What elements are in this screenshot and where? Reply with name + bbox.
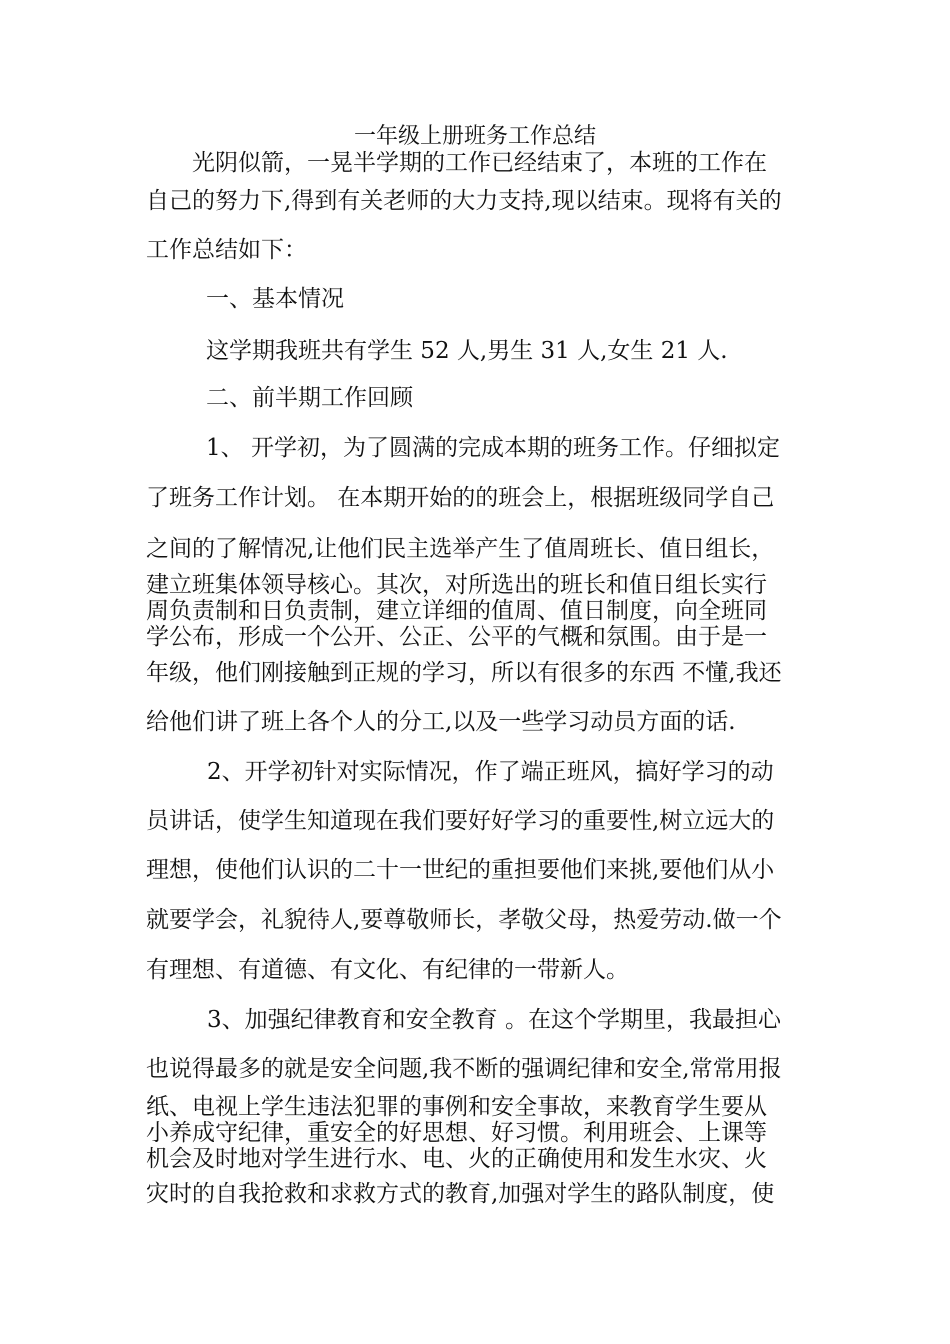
paragraph-line: 周负责制和日负责制，建立详细的值周、值日制度，向全班同 — [146, 598, 767, 624]
paragraph-line: 建立班集体领导核心。其次，对所选出的班长和值日组长实行 — [146, 572, 767, 598]
paragraph-line: 学公布，形成一个公开、公正、公平的气概和氛围。由于是一 — [146, 624, 767, 650]
section-heading: 一、基本情况 — [206, 286, 344, 312]
paragraph-line: 这学期我班共有学生 52 人,男生 31 人,女生 21 人. — [206, 338, 728, 364]
paragraph-line: 之间的了解情况,让他们民主选举产生了值周班长、值日组长， — [146, 536, 775, 562]
paragraph-line: 就要学会，礼貌待人,要尊敬师长，孝敬父母，热爱劳动.做一个 — [146, 907, 782, 933]
paragraph-line: 小养成守纪律，重安全的好思想、好习惯。利用班会、上课等 — [146, 1120, 767, 1146]
paragraph-line: 灾时的自我抢救和求救方式的教育,加强对学生的路队制度，使 — [146, 1181, 775, 1207]
paragraph-line: 有理想、有道德、有文化、有纪律的一带新人。 — [146, 957, 629, 983]
paragraph-line: 员讲话，使学生知道现在我们要好好学习的重要性,树立远大的 — [146, 808, 775, 834]
paragraph-line: 自己的努力下,得到有关老师的大力支持,现以结束。现将有关的 — [146, 188, 782, 214]
paragraph-line: 光阴似箭，一晃半学期的工作已经结束了，本班的工作在 — [192, 150, 767, 176]
paragraph-line: 理想，使他们认识的二十一世纪的重担要他们来挑,要他们从小 — [146, 857, 775, 883]
paragraph-line: 1、 开学初，为了圆满的完成本期的班务工作。仔细拟定 — [206, 435, 780, 461]
section-heading: 二、前半期工作回顾 — [206, 385, 413, 411]
paragraph-line: 纸、电视上学生违法犯罪的事例和安全事故，来教育学生要从 — [146, 1094, 767, 1120]
paragraph-line: 给他们讲了班上各个人的分工,以及一些学习动员方面的话. — [146, 709, 736, 735]
paragraph-line: 也说得最多的就是安全问题,我不断的强调纪律和安全,常常用报 — [146, 1056, 782, 1082]
paragraph-line: 了班务工作计划。 在本期开始的的班会上，根据班级同学自己 — [146, 485, 775, 511]
paragraph-line: 年级，他们刚接触到正规的学习，所以有很多的东西 不懂,我还 — [146, 660, 782, 686]
paragraph-line: 工作总结如下： — [146, 237, 307, 263]
paragraph-line: 机会及时地对学生进行水、电、火的正确使用和发生水灾、火 — [146, 1146, 767, 1172]
paragraph-line: 3、加强纪律教育和安全教育 。在这个学期里，我最担心 — [207, 1007, 781, 1033]
document-title: 一年级上册班务工作总结 — [353, 124, 596, 149]
paragraph-line: 2、开学初针对实际情况，作了端正班风，搞好学习的动 — [207, 759, 774, 785]
